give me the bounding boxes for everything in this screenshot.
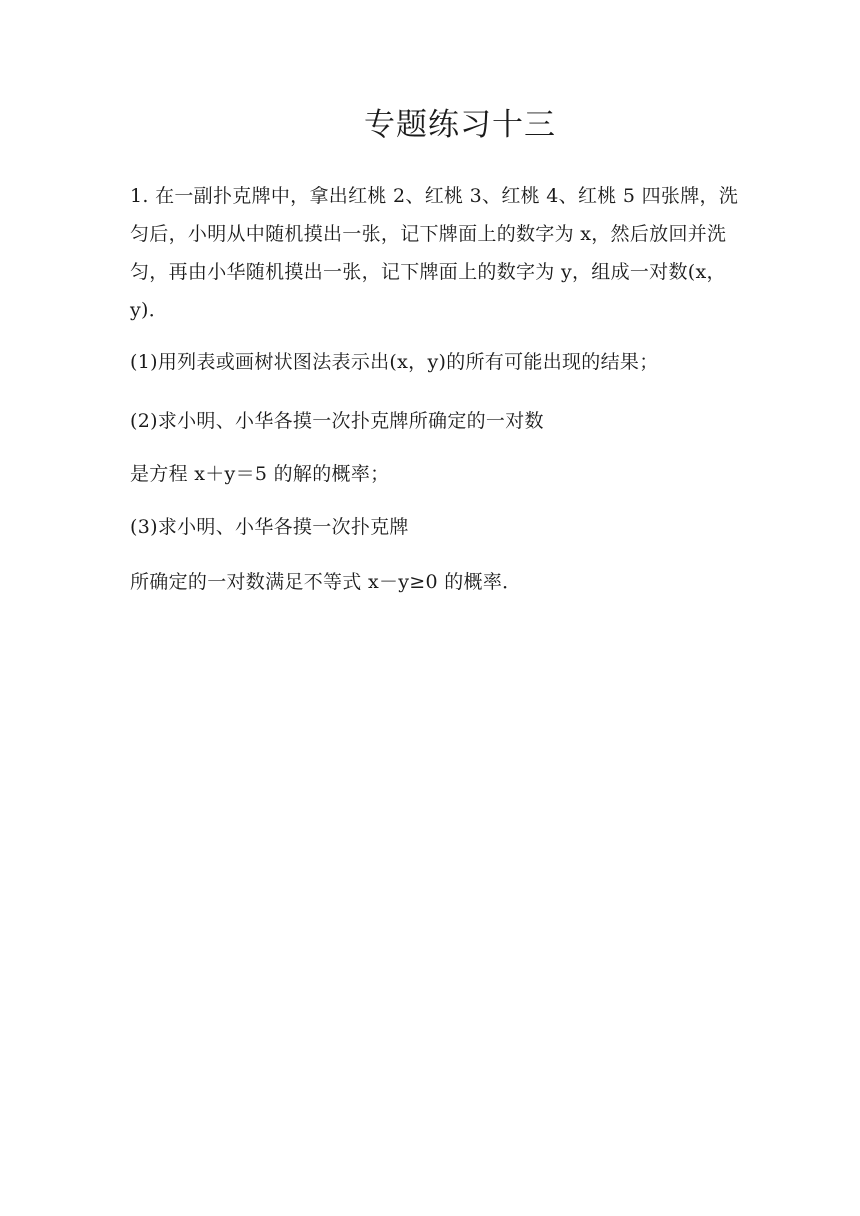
- question-part-2-line-2: 是方程 x＋y＝5 的解的概率；: [130, 463, 390, 485]
- page-title: 专题练习十三: [364, 107, 556, 143]
- question-part-2-line-1: (2)求小明、小华各摸一次扑克牌所确定的一对数: [130, 410, 544, 432]
- question-part-3-line-1: (3)求小明、小华各摸一次扑克牌: [130, 516, 409, 538]
- question-part-3-line-2: 所确定的一对数满足不等式 x－y≥0 的概率．: [130, 571, 522, 593]
- question-part-1: (1)用列表或画树状图法表示出(x，y)的所有可能出现的结果；: [130, 351, 659, 373]
- question-stem: 1. 在一副扑克牌中，拿出红桃 2、红桃 3、红桃 4、红桃 5 四张牌，洗匀后，小明从中随机摸出一张，记下牌面上的数字为 x，然后放回并洗匀，再由小华随机摸出一张，记下牌面上的数字为 y，组成一对数(x，y)．: [130, 185, 739, 321]
